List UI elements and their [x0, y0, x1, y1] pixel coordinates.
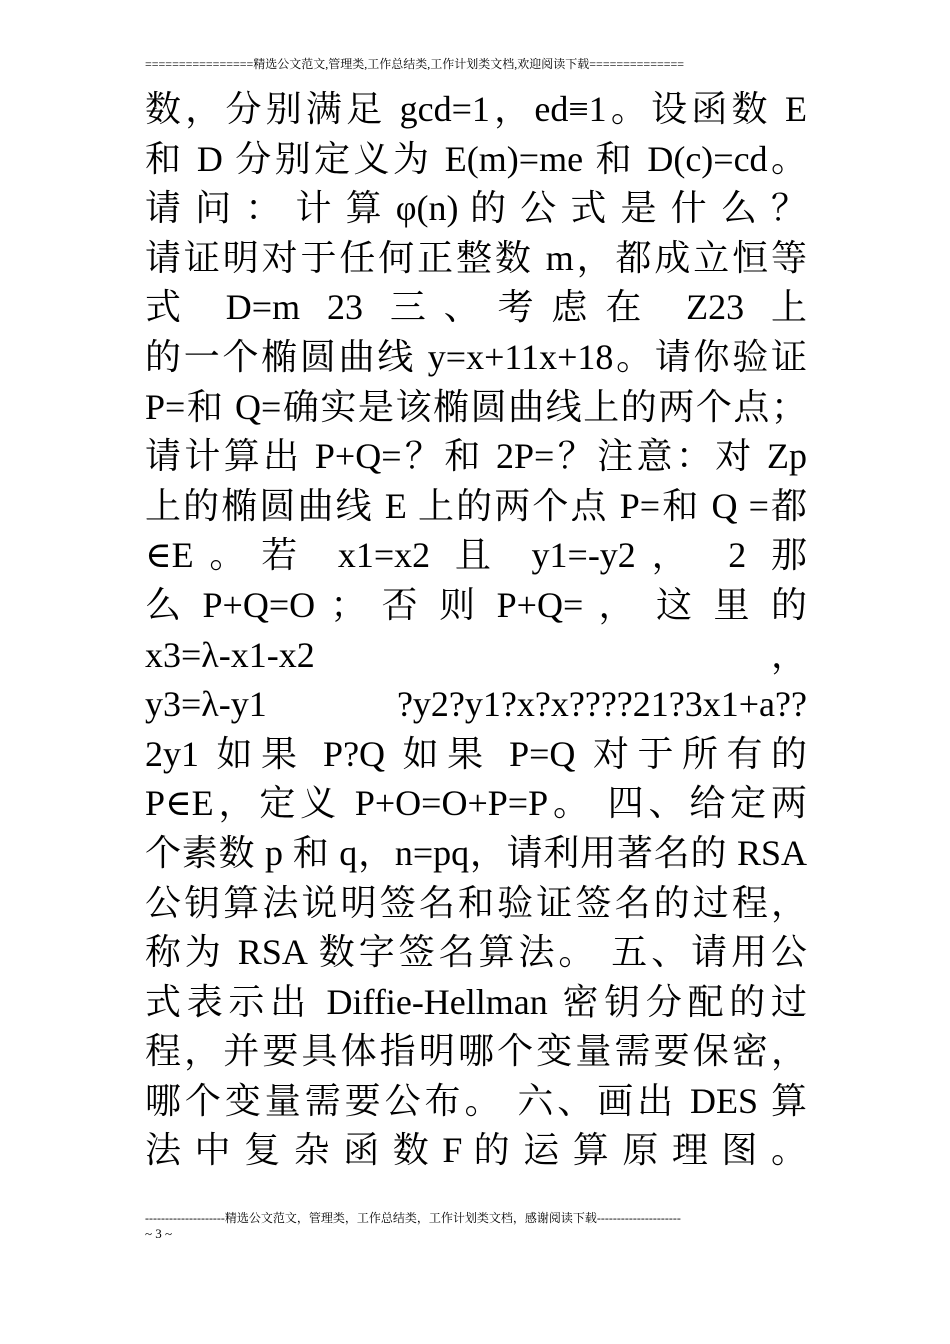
text-line: 请 问 ： 计 算 φ(n) 的 公 式 是 什 么 ？	[145, 188, 807, 229]
text-line: 上的椭圆曲线 E 上的两个点 P=和 Q =都	[145, 485, 807, 526]
text-line: ∈E。若 x1=x2 且 y1=-y2， 2 那	[145, 535, 807, 576]
text-line: 程，并要具体指明哪个变量需要保密，	[145, 1031, 807, 1072]
text-line: 数，分别满足 gcd=1，ed≡1。设函数 E	[145, 89, 807, 129]
text-line: 2y1 如果 P?Q 如果 P=Q 对于所有的	[145, 733, 807, 774]
text-line: 请证明对于任何正整数 m，都成立恒等	[145, 237, 807, 278]
text-line: 式表示出 Diffie-Hellman 密钥分配的过	[145, 981, 807, 1022]
text-line: 公钥算法说明签名和验证签名的过程，	[145, 882, 807, 923]
text-line: P=和 Q=确实是该椭圆曲线上的两个点；	[145, 386, 807, 427]
text-line: P∈E，定义 P+O=O+P=P。 四、给定两	[145, 783, 807, 824]
text-line: 和 D 分别定义为 E(m)=me 和 D(c)=cd。	[145, 138, 807, 179]
text-line: x3=λ-x1-x2 ，	[145, 634, 807, 675]
page-number: ~ 3 ~	[145, 1226, 173, 1241]
body-text	[145, 85, 807, 1176]
page-header: ================精选公文范文,管理类,工作总结类,工作计划类文档,欢迎阅读下载==============	[145, 57, 685, 71]
text-line: 式 D=m 23 三、考虑在 Z23 上	[145, 287, 807, 328]
text-line: 个素数 p 和 q，n=pq，请利用著名的 RSA	[145, 832, 807, 873]
text-line: y3=λ-y1 ?y2?y1?x?x????21?3x1+a??	[145, 684, 807, 725]
text-line: 法 中 复 杂 函 数 F 的 运 算 原 理 图 。	[145, 1130, 807, 1171]
page-footer: --------------------精选公文范文，管理类，工作总结类，工作计划类文档，感谢阅读下载---------------------	[145, 1211, 681, 1225]
text-line: 请计算出 P+Q=？和 2P=？注意：对 Zp	[145, 436, 807, 477]
text-line: 的一个椭圆曲线 y=x+11x+18。请你验证	[145, 336, 807, 377]
text-line: 哪个变量需要公布。 六、画出 DES 算	[145, 1080, 807, 1121]
text-line: 称为 RSA 数字签名算法。 五、请用公	[145, 932, 807, 973]
text-line: 么 P+Q=O ； 否 则 P+Q= ， 这 里 的	[145, 584, 807, 625]
